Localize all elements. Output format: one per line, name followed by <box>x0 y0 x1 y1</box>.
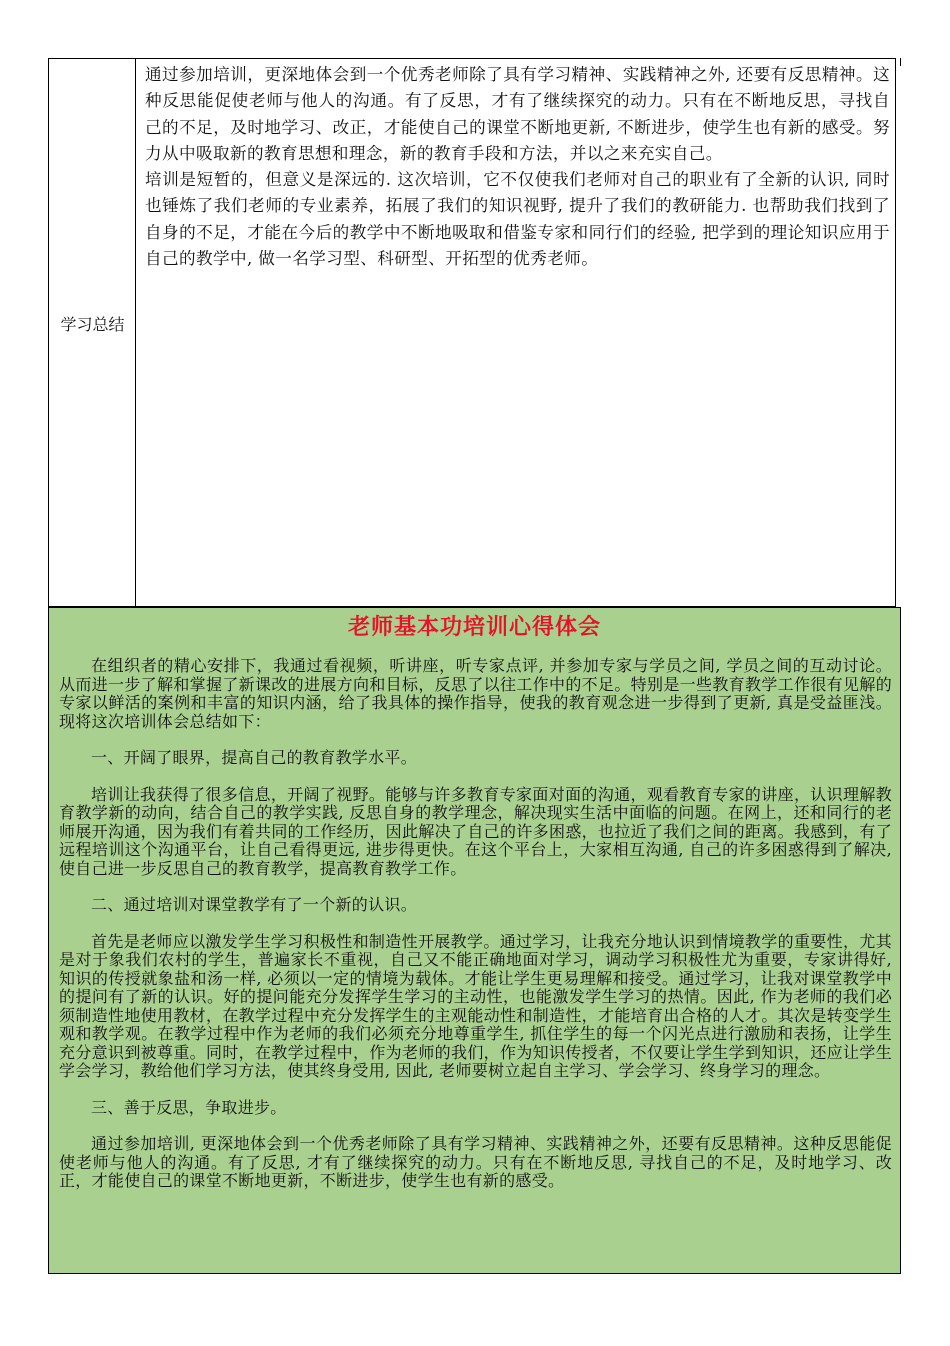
table-edge <box>896 58 901 66</box>
summary-table <box>48 58 896 607</box>
article-title: 老师基本功培训心得体会 <box>347 614 601 640</box>
label-cell <box>49 59 136 606</box>
experience-table <box>48 607 901 1274</box>
article-body <box>59 657 892 1209</box>
article-paragraph-1: 在组织者的精心安排下，我通过看视频，听讲座，听专家点评, 并参加专家与学员之间, 学员之间的互动讨论。从而进一步了解和掌握了新课改的进展方向和目标，反思了以往工作中的不足。特别是一些教育教学工作很有见解的专家以鲜活的案例和丰富的知识内涵，给了我具体的操作指导，使我的教育观念进一步得到了更新, 真是受益匪浅。现将这次培训体会总结如下： <box>59 656 892 731</box>
section-heading-1: 一、开阔了眼界，提高自己的教育教学水平。 <box>91 748 418 767</box>
article-paragraph-2: 培训让我获得了很多信息，开阔了视野。能够与许多教育专家面对面的沟通，观看教育专家的讲座，认识理解教育教学新的动向，结合自己的教学实践, 反思自身的教学理念，解决现实生活中面临的问题。在网上，还和同行的老师展开沟通，因为我们有着共同的工作经历，因此解决了自己的许多困惑，也拉近了我们之间的距离。我感到，有了远程培训这个沟通平台，让自己看得更远, 进步得更快。在这个平台上，大家相互沟通, 自己的许多困惑得到了解决, 使自己进一步反思自己的教育教学，提高教育教学工作。 <box>59 784 892 878</box>
label-text: 学习总结 <box>60 315 125 334</box>
summary-paragraph-1: 通过参加培训，更深地体会到一个优秀老师除了具有学习精神、实践精神之外, 还要有反思精神。这种反思能促使老师与他人的沟通。有了反思，才有了继续探究的动力。只有在不断地反思，寻找自己的不足，及时地学习、改正，才能使自己的课堂不断地更新, 不断进步，使学生也有新的感受。努力从中吸取新的教育思想和理念，新的教育手段和方法，并以之来充实自己。 <box>145 65 890 163</box>
summary-paragraph-2: 培训是短暂的，但意义是深远的. 这次培训，它不仅使我们老师对自己的职业有了全新的认识, 同时也锤炼了我们老师的专业素养，拓展了我们的知识视野, 提升了我们的教研能力. 也帮助我们找到了自身的不足，才能在今后的教学中不断地吸取和借鉴专家和同行们的经验, 把学到的理论知识应用于自己的教学中, 做一名学习型、科研型、开拓型的优秀老师。 <box>145 170 890 269</box>
content-cell <box>145 62 890 272</box>
section-heading-3: 三、善于反思，争取进步。 <box>91 1097 287 1117</box>
article-paragraph-3: 首先是老师应以激发学生学习积极性和制造性开展教学。通过学习，让我充分地认识到情境教学的重要性，尤其是对于象我们农村的学生，普遍家长不重视，自己又不能正确地面对学习，调动学习积极性尤为重要，专家讲得好, 知识的传授就象盐和汤一样, 必须以一定的情境为载体。才能让学生更易理解和接受。通过学习，让我对课堂教学中的提问有了新的认识。好的提问能充分发挥学生学习的主动性，也能激发学生学习的热情。因此, 作为老师的我们必须制造性地使用教材，在教学过程中充分发挥学生的主观能动性和制造性，才能培育出合格的人才。其次是转变学生观和教学观。在教学过程中作为老师的我们必须充分地尊重学生, 抓住学生的每一个闪光点进行激励和表扬，让学生充分意识到被尊重。同时，在教学过程中，作为老师的我们，作为知识传授者，不仅要让学生学到知识，还应让学生学会学习，教给他们学习方法，使其终身受用, 因此, 老师要树立起自主学习、学会学习、终身学习的理念。 <box>59 931 892 1080</box>
section-heading-2: 二、通过培训对课堂教学有了一个新的认识。 <box>91 895 418 914</box>
article-paragraph-4: 通过参加培训, 更深地体会到一个优秀老师除了具有学习精神、实践精神之外，还要有反思精神。这种反思能促使老师与他人的沟通。有了反思, 才有了继续探究的动力。只有在不断地反思, 寻找自己的不足，及时地学习、改正，才能使自己的课堂不断地更新，不断进步，使学生也有新的感受。 <box>59 1134 892 1190</box>
